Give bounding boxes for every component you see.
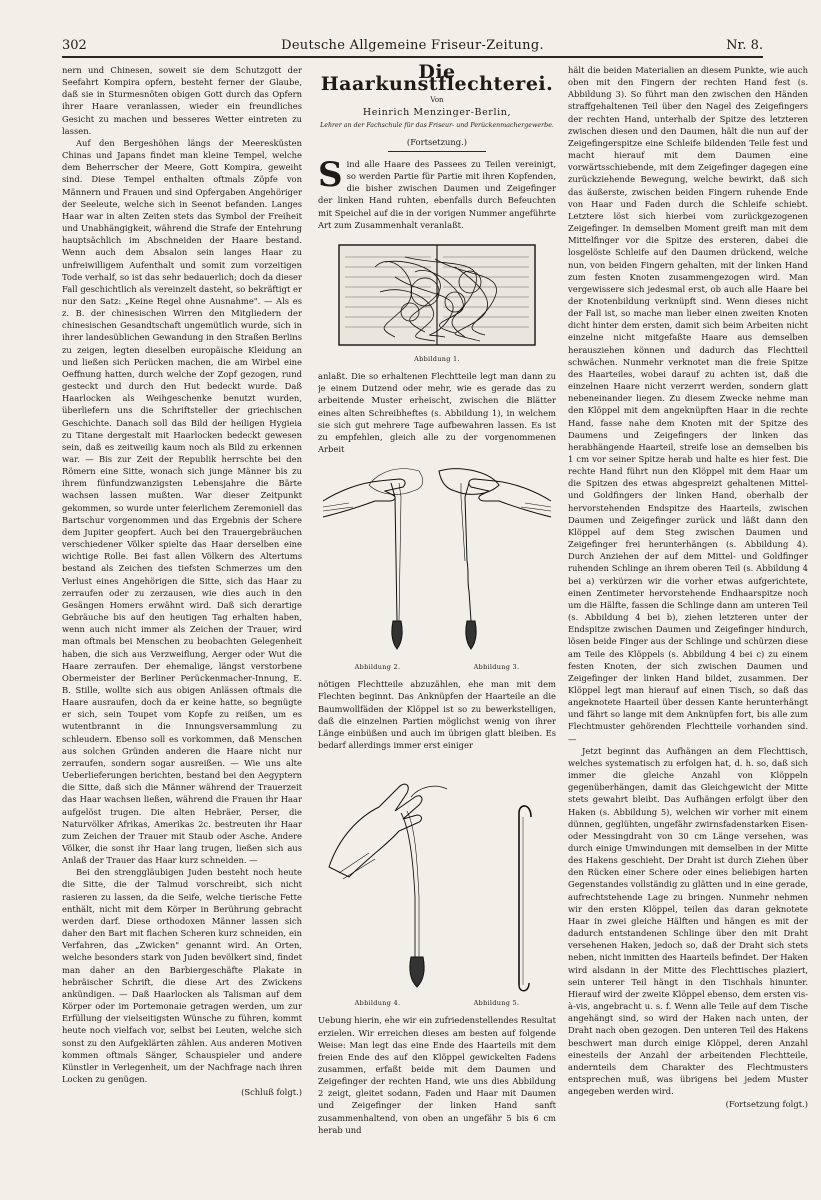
- article-title: Die Haarkunstflechterei.: [320, 64, 554, 96]
- caption-row: [318, 997, 556, 1009]
- page-header: [62, 34, 763, 58]
- hand-and-hook-illustration: [319, 757, 555, 993]
- continuation-note: (Schluß folgt.): [241, 1087, 302, 1098]
- author-name: Heinrich Menzinger-Berlin,: [362, 107, 512, 119]
- figures-2-3: [318, 461, 556, 673]
- paragraph: anlaßt. Die so erhaltenen Flechtteile legt man dann zu je einem Dutzend oder mehr, wie es gerade das zu arbeitende Muster erheischt, zwischen die Blätter eines alten Schreibheftes (s. Abbildung 1), in welchem sie sich gut mehrere Tage aufbewahren lassen. Es ist zu empfehlen, gleich alle zu der vorgenommenen Arbeit: [318, 371, 556, 454]
- figure-caption: Abbildung 5.: [473, 999, 520, 1008]
- issue-number: Nr. 8.: [726, 38, 763, 53]
- continuation-label: (Fortsetzung.): [406, 136, 468, 147]
- newspaper-title: Deutsche Allgemeine Friseur-Zeitung.: [281, 38, 544, 53]
- byline-von: Von: [430, 96, 444, 105]
- continuation-note: (Fortsetzung folgt.): [725, 1099, 808, 1110]
- column-left: [62, 64, 302, 1098]
- caption-row: [318, 661, 556, 673]
- paragraph: [318, 154, 556, 231]
- figure-caption: Abbildung 3.: [473, 663, 520, 672]
- column-right: [568, 64, 808, 1110]
- divider: [388, 151, 486, 152]
- column-middle: [318, 64, 556, 1136]
- paragraph-text: ind alle Haare des Passees zu Teilen vereinigt, so werden Partie für Partie mit ihren Kopfenden, die bisher zwischen Daumen und Zeigefinger der linken Hand ruhten, ebenfalls durch Befeuchten mit Speichel auf die in der vorigen Nummer angeführte Art zum Zusammenhalt veranlaßt.: [318, 158, 556, 230]
- paragraph: nern und Chinesen, soweit sie dem Schutzgott der Seefahrt Kompira opfern, besteht ferner der Glaube, daß sie in Sturmesnöten obigen Gott durch das Opfern ihrer Haare veranlassen, wieder ein freundliches Gesicht zu machen und besseres Wetter eintreten zu lassen.: [62, 65, 302, 136]
- paragraph: Bei den strenggläubigen Juden besteht noch heute die Sitte, die der Talmud vorschreibt, sich nicht rasieren zu lassen, da die Seife, welche tierische Fette enthält, nicht mit dem Körper in Berührung gebracht werden darf. Diese orthodoxen Männer lassen sich daher den Bart mit flachen Scheren kurz schneiden, ein Verfahren, das „Zwicken" genannt wird. An Orten, welche besonders stark von Juden bevölkert sind, findet man daher an den Barbiergeschäfte Plakate in hebräischer Schrift, die diese Art des Zwickens ankündigen. — Daß Haarlocken als Talisman auf dem Körper oder im Portemonaie getragen werden, um zur Erfüllung der vielseitigsten Wünsche zu führen, kommt heute noch vielfach vor, selbst bei Leuten, welche sich sonst zu den Aufgeklärten zählen. Aus anderen Motiven kommen oftmals Sänger, Schauspieler und andere Künstler in Verlegenheit, um der Nachfrage nach ihren Locken zu genügen.: [62, 867, 302, 1084]
- notebook-illustration: [335, 237, 539, 353]
- paragraph: hält die beiden Materialien an diesem Punkte, wie auch oben mit den Fingern der rechten Hand fest (s. Abbildung 3). So führt man den zwischen den Händen straffgehaltenen Teil über den Nagel des Zeigefingers der rechten Hand, unterhalb der Spitze des letzteren zwischen diesen und den Daumen, hält die nun auf der Zeigefingerspitze eine Schleife bildenden Teile fest und macht hierauf mit dem Daumen eine vorwärtsschiebende, mit dem Zeigefinger dagegen eine zurückziehende Bewegung, welche bewirkt, daß sich das äußerste, zwischen beiden Fingern ruhende Ende von Haar und Faden durch die Schleife schiebt. Letztere löst sich hierbei vom zurückgezogenen Zeigefinger. In demselben Moment greift man mit dem Mittelfinger vor die Spitze des ersteren, dabei die losgelöste Schleife auf den Daumen drückend, welche nun, von beiden Fingern gehalten, mit der linken Hand zum festen Knoten zusammengezogen wird. Man vergewissere sich jedesmal erst, ob auch alle Haare bei der Knotenbildung verknüpft sind. Wenn dieses nicht der Fall ist, so mache man lieber einen zweiten Knoten dicht hinter dem ersten, damit sich beim Arbeiten nicht einzelne nicht mitgefaßte Haare aus demselben herausziehen können und dadurch das Flechtteil schwächen. Nunmehr verknotet man die freie Spitze des Haarteiles, wobei darauf zu achten ist, daß die einzelnen Haare nicht verzerrt werden, sondern glatt nebeneinander liegen. Zu diesem Zwecke nehme man den Klöppel mit dem angeknüpften Haar in die rechte Hand, fasse nahe dem Knoten mit der Spitze des Daumens und Zeigefingers der linken das herabhängende Haarteil, streife lose an demselben bis 1 cm vor seiner Spitze herab und halte es hier fest. Die rechte Hand führt nun den Klöppel mit dem Haar um die Spitzen des etwas abgespreizt gehaltenen Mittel- und Goldfingers der linken Hand, oberhalb der hervorstehenden Endspitze des Haarteils, zwischen Daumen und Zeigefinger zurück und läßt dann den Klöppel auf dem Steg zwischen Daumen und Zeigefinger frei herunterhängen (s. Abbildung 4). Durch Anziehen der auf dem Mittel- und Goldfinger ruhenden Schlinge an ihrem oberen Teil (s. Abbildung 4 bei a) verkürzen wir die vorher etwas aufgerichtete, einen Zentimeter hervorstehende Endhaarspitze noch um die Hälfte, fassen die Schlinge dann am unteren Teil (s. Abbildung 4 bei b), ziehen letzteren unter der Endspitze zwischen Daumen und Zeigefinger hindurch, lösen beide Finger aus der Schlinge und schürzen diese am Teile des Klöppels (s. Abbildung 4 bei c) zu einem festen Knoten, der sich zwischen Daumen und Zeigefinger der linken Hand bildet, zusammen. Der Klöppel legt man hierauf auf einen Tisch, so daß das angeknotete Haarteil über dessen Kante herunterhängt und fährt so lange mit dem Anknüpfen fort, bis alle zum Flechtmuster gehörenden Flechtteile vorhanden sind. —: [568, 65, 808, 744]
- figure-1: [318, 237, 556, 365]
- page-number: 302: [62, 38, 87, 53]
- figure-caption: Abbildung 4.: [354, 999, 401, 1008]
- hands-knotting-illustration: [319, 461, 555, 657]
- figure-caption: Abbildung 2.: [354, 663, 401, 672]
- paragraph: Jetzt beginnt das Aufhängen an dem Flechttisch, welches systematisch zu erfolgen hat, d. h. so, daß sich immer die gleiche Anzahl von Klöppeln gegenüberhängen, damit das Gleichgewicht der Mitte stets gewahrt bleibt. Das Aufhängen erfolgt über den Haken (s. Abbildung 5), welchen wir vorher mit einem dünnen, geglühten, ungefähr zwirnsfadenstarken Eisen- oder Messingdraht von 30 cm Länge versehen, was durch einige Umwindungen mit demselben in der Mitte des Hakens geschieht. Der Draht ist durch Ziehen über den Rücken einer Schere oder eines beliebigen harten Gegenstandes vollständig zu glätten und in eine gerade, aufrechtstehende Lage zu bringen. Nunmehr nehmen wir den ersten Klöppel, teilen das daran geknotete Haar in zwei gleiche Hälften und hängen es mit der dadurch entstandenen Schlinge über den mit Draht versehenen Haken, jedoch so, daß der Draht sich stets neben, nicht inmitten des Haarteils befindet. Der Haken wird alsdann in der Mitte des Flechttisches plaziert, sein unterer Teil hängt in den Tischhals hinunter. Hierauf wird der zweite Klöppel ebenso, dem ersten vis-à-vis, angebracht u. s. f. Wenn alle Teile auf dem Tische angehängt sind, so wird der Haken nach unten, der Draht nach oben gezogen. Den unteren Teil des Hakens beschwert man durch einige Klöppel, deren Anzahl einesteils der Anzahl der arbeitenden Flechtteile, andernteils dem Charakter des Flechtmusters entsprechen muß, was übrigens bei jedem Muster angegeben werden wird.: [568, 745, 808, 1097]
- figure-caption: Abbildung 1.: [414, 354, 460, 363]
- author-role: Lehrer an der Fachschule für das Friseur- und Perückenmachergewerbe.: [320, 121, 554, 129]
- drop-cap: S: [318, 154, 343, 195]
- paragraph: Uebung hierin, ehe wir ein zufriedenstellendes Resultat erzielen. Wir erreichen dieses am besten auf folgende Weise: Man legt das eine Ende des Haarteils mit dem freien Ende des auf den Klöppel gewickelten Fadens zusammen, erfaßt beide mit dem Daumen und Zeigefinger der rechten Hand, wie uns dies Abbildung 2 zeigt, gleitet sodann, Faden und Haar mit Daumen und Zeigefinger der linken Hand sanft zusammenhaltend, von oben an ungefähr 5 bis 6 cm herab und: [318, 1015, 556, 1135]
- figures-4-5: [318, 757, 556, 1009]
- paragraph: Auf den Bergeshöhen längs der Meeresküsten Chinas und Japans findet man kleine Tempel, welche dem Beherrscher der Meere, Gott Kompira, geweiht sind. Diese Tempel enthalten oftmals Zöpfe von Männern und Frauen und sind Opfergaben Angehöriger der Seeleute, welche sich in Seenot befanden. Langes Haar war in alten Zeiten stets das Symbol der Freiheit und Unabhängigkeit, während die Strafe der Entehrung hauptsächlich im Abschneiden der Haare bestand. Wenn auch dem Absalon sein langes Haar zu unfreiwilligem Aufenthalt und somit zum vorzeitigen Tode verhalf, so ist das sehr bedauerlich; doch da dieser Fall geschichtlich als vereinzelt dasteht, so bekräftigt er nur den Satz: „Keine Regel ohne Ausnahme". — Als es z. B. der chinesischen Wirren den Mitgliedern der chinesischen Gesandtschaft ungemütlich wurde, sich in ihrer landesüblichen Gewandung in den Straßen Berlins zu zeigen, legten dieselben europäische Kleidung an und ließen sich Perücken machen, die am Wirbel eine Oeffnung hatten, durch welche der Zopf gezogen, rund gesteckt und durch den Hut bedeckt wurde. Daß Haarlocken als Weihgeschenke benutzt wurden, überliefern uns die Schriftsteller der griechischen Geschichte. Danach soll das Bild der heiligen Hygieia zu Titane dergestalt mit Haarlocken bedeckt gewesen sein, daß es zeitweilig kaum noch als Bild zu erkennen war. — Bis zur Zeit der Republik herrschte bei den Römern eine Sitte, wonach sich junge Männer bis zu ihrem fünfundzwanzigsten Lebensjahre die Bärte wachsen lassen mußten. War dieser Zeitpunkt gekommen, so wurde unter feierlichem Zeremoniell das Bartschur vorgenommen und das Ergebnis der Schere dem Jupiter geopfert. Auch bei den Trauergebräuchen verschiedener Völker spielte das Haar derselben eine wichtige Rolle. Bei fast allen Völkern des Altertums bestand als Zeichen des tiefsten Schmerzes um den Verlust eines Angehörigen die Sitte, sich das Haar zu zerraufen oder zu zerzausen, wie dies auch in den Gesängen Homers erwähnt wird. Daß sich derartige Gebräuche bis auf den heutigen Tag erhalten haben, wenn auch nicht immer als Zeichen der Trauer, wird man oftmals bei Menschen zu beobachten Gelegenheit haben, die sich aus Verzweiflung, Aerger oder Wut die Haare zerraufen. Der ehemalige, längst verstorbene Obermeister der Berliner Perückenmacher-Innung, E. B. Stille, wollte sich aus obigen Anlässen oftmals die Haare ausraufen, doch da er keine hatte, so begnügte er sich, sein Toupet vom Kopfe zu reißen, um es wutentbrannt in die Innungsversammlung zu schleudern. Ebenso soll es vorkommen, daß Menschen aus solchen Gründen anderen die Haare nicht nur zerraufen, sondern sogar ausreißen. — Wie uns alte Ueberlieferungen berichten, bestand bei den Aegyptern die Sitte, daß sich die Männer während der Trauerzeit das Haar wachsen ließen, während die Frauen ihr Haar aufgelöst trugen. Die alten Hebräer, Perser, die Naturvölker Afrikas, Amerikas 2c. bestreuten ihr Haar zum Zeichen der Trauer mit Staub oder Asche. Andere Völker, die sonst ihr Haar lang trugen, ließen sich aus Anlaß der Trauer das Haar kurz schneiden. —: [62, 137, 302, 866]
- paragraph: nötigen Flechtteile abzuzählen, ehe man mit dem Flechten beginnt. Das Anknüpfen der Haarteile an die Baumwollfäden der Klöppel ist so zu bewerkstelligen, daß die einzelnen Partien möglichst wenig von ihrer Länge einbüßen und auch im übrigen glatt bleiben. Es bedarf allerdings immer erst einiger: [318, 679, 556, 751]
